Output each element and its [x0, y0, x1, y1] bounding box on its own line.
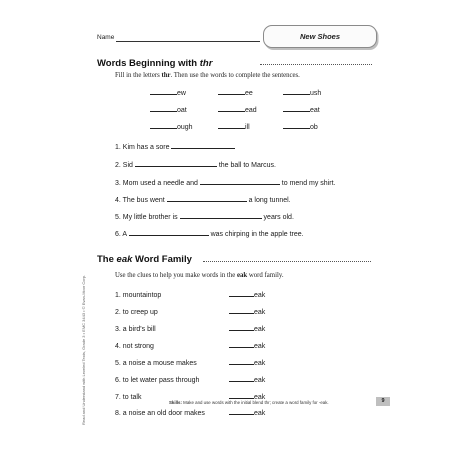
clue-item: 4. not strong — [115, 343, 154, 350]
blank-word[interactable]: ush — [283, 90, 321, 97]
blank-word[interactable]: ee — [218, 90, 253, 97]
skills-footer: Skills: Make and use words with the initial blend thr; create a word family for -eak. — [169, 400, 329, 405]
story-title: New Shoes — [299, 32, 340, 41]
clue-item: 8. a noise an old door makes — [115, 410, 205, 417]
eak-answer[interactable]: eak — [229, 309, 265, 316]
answer-blank[interactable] — [180, 218, 262, 219]
sentence-item: 5. My little brother is years old. — [115, 214, 294, 221]
eak-answer[interactable]: eak — [229, 326, 265, 333]
eak-answer[interactable]: eak — [229, 394, 265, 401]
clue-item: 5. a noise a mouse makes — [115, 360, 197, 367]
answer-blank[interactable] — [171, 148, 235, 149]
clue-item: 3. a bird's bill — [115, 326, 156, 333]
answer-blank[interactable] — [167, 201, 247, 202]
answer-blank[interactable] — [135, 166, 217, 167]
page-number: 9 — [376, 397, 390, 406]
sentence-item: 6. A was chirping in the apple tree. — [115, 231, 304, 238]
blank-word[interactable]: ob — [283, 124, 318, 131]
eak-answer[interactable]: eak — [229, 292, 265, 299]
section1-divider — [260, 64, 372, 65]
eak-answer[interactable]: eak — [229, 360, 265, 367]
blank-word[interactable]: ough — [150, 124, 193, 131]
section2-title: The eak Word Family — [97, 254, 192, 265]
eak-answer[interactable]: eak — [229, 343, 265, 350]
clue-item: 6. to let water pass through — [115, 377, 200, 384]
section2-instructions: Use the clues to help you make words in the eak word family. — [115, 272, 284, 279]
blank-word[interactable]: ill — [218, 124, 250, 131]
blank-word[interactable]: eat — [283, 107, 320, 114]
clue-item: 7. to talk — [115, 394, 142, 401]
name-input-line[interactable] — [116, 41, 260, 42]
clue-item: 2. to creep up — [115, 309, 158, 316]
blank-word[interactable]: ead — [218, 107, 257, 114]
sentence-item: 3. Mom used a needle and to mend my shirt. — [115, 180, 336, 187]
clue-item: 1. mountaintop — [115, 292, 162, 299]
answer-blank[interactable] — [129, 235, 209, 236]
story-title-tab — [263, 25, 377, 48]
section1-instructions: Fill in the letters thr. Then use the words to complete the sentences. — [115, 72, 300, 79]
sentence-item: 1. Kim has a sore — [115, 144, 235, 151]
eak-answer[interactable]: eak — [229, 410, 265, 417]
sentence-item: 4. The bus went a long tunnel. — [115, 197, 291, 204]
name-label: Name — [97, 34, 115, 41]
copyright-side-text: Read and Understand with Leveled Texts, Grade 3 • EMC 3443 • © Evan-Moor Corp. — [81, 274, 86, 425]
blank-word[interactable]: ew — [150, 90, 186, 97]
eak-answer[interactable]: eak — [229, 377, 265, 384]
sentence-item: 2. Sid the ball to Marcus. — [115, 162, 277, 169]
answer-blank[interactable] — [200, 184, 280, 185]
section2-divider — [203, 261, 371, 262]
blank-word[interactable]: oat — [150, 107, 187, 114]
section1-title: Words Beginning with thr — [97, 58, 213, 69]
